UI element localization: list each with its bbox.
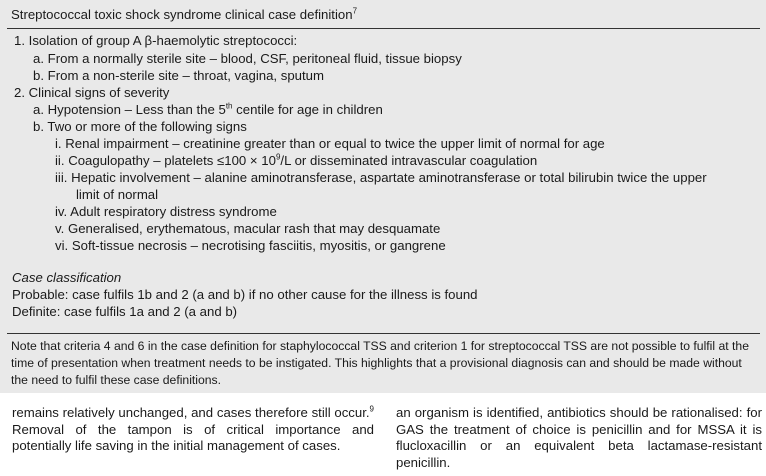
body-reference: 9: [369, 404, 374, 414]
top-rule: [7, 28, 760, 29]
box-note: Note that criteria 4 and 6 in the case definition for staphylococcal TSS and criterion 1 for streptococcal TSS are not possible to fulfil at the time of presentation when treatment needs to be instigated. This highlights that a provisional diagnosis can and should be made without the need to fulfil these case definitions.: [11, 339, 749, 387]
sign-ii: ii. Coagulopathy – platelets $\le 100 \times 10^9/L$ or disseminated intravascular coagulation: [55, 152, 538, 168]
note-rule: [7, 333, 760, 334]
sign-i: i. Renal impairment – creatinine greater than or equal to twice the upper limit of normal for age: [55, 136, 605, 151]
body-column-left: remains relatively unchanged, and cases therefore still occur.$^9$ Removal of the tampon is of critical importance and potentially life saving in the initial management of cases.: [12, 404, 374, 453]
criterion-2: 2. Clinical signs of severity: [14, 85, 170, 100]
sign-vi: vi. Soft-tissue necrosis – necrotising fasciitis, myositis, or gangrene: [55, 238, 446, 253]
title-reference: 7: [352, 6, 358, 16]
criterion-2a: a. Hypotension – Less than the 5th centile for age in children: [33, 101, 383, 117]
body-column-right: an organism is identified, antibiotics should be rationalised: for GAS the treatment of choice is penicillin and for MSSA it is flucloxacillin or an equivalent beta lactamase-resistant penicillin.: [396, 405, 762, 470]
sign-iii-continued: limit of normal: [76, 187, 159, 202]
criterion-1: 1. Isolation of group A β-haemolytic streptococci:: [14, 33, 298, 48]
probable-classification: Probable: case fulfils 1b and 2 (a and b) if no other cause for the illness is found: [12, 287, 478, 302]
sign-iv: iv. Adult respiratory distress syndrome: [55, 204, 277, 219]
sign-v: v. Generalised, erythematous, macular rash that may desquamate: [55, 221, 441, 236]
criterion-1a: a. From a normally sterile site – blood, CSF, peritoneal fluid, tissue biopsy: [33, 51, 462, 66]
classification-heading: Case classification: [12, 270, 122, 285]
box-title: Streptococcal toxic shock syndrome clinical case definition$^7$: [11, 6, 358, 22]
definite-classification: Definite: case fulfils 1a and 2 (a and b): [12, 304, 238, 319]
criterion-2b: b. Two or more of the following signs: [33, 119, 247, 134]
sign-iii: iii. Hepatic involvement – alanine aminotransferase, aspartate aminotransferase or total bilirubin twice the upper: [55, 170, 707, 185]
criterion-1b: b. From a non-sterile site – throat, vagina, sputum: [33, 68, 324, 83]
